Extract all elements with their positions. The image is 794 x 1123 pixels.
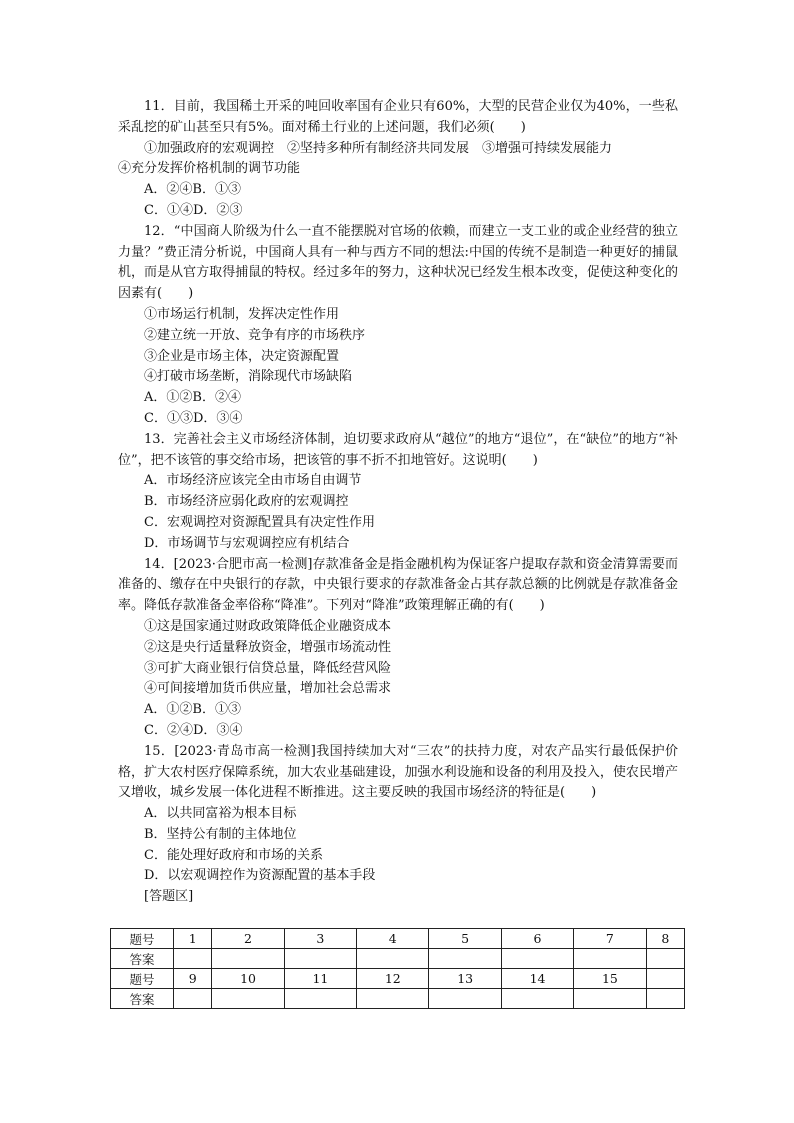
question-number-cell [646,969,684,989]
answer-choice: C．宏观调控对资源配置具有决定性作用 [144,514,375,530]
answer-area-label: [答题区] [144,889,194,905]
answer-cell[interactable] [174,949,212,969]
question-item: ③可扩大商业银行信贷总量，降低经营风险 [144,660,392,676]
table-row [111,989,685,1009]
question-12 [118,222,678,430]
question-stem: 13．完善社会主义市场经济体制，迫切要求政府从“越位”的地方“退位”，在“缺位”的地方“补位”，把不该管的事交给市场，把该管的事不折不扣地管好。这说明( ) [118,431,678,468]
question-number-cell: 15 [574,969,646,989]
question-number-cell: 2 [212,929,284,949]
question-item: ②这是央行适量释放资金，增强市场流动性 [144,639,392,655]
question-item: ④打破市场垄断，消除现代市场缺陷 [144,369,353,385]
answer-choice: B．市场经济应弱化政府的宏观调控 [144,494,349,510]
question-stem: 14．[2023·合肥市高一检测]存款准备金是指金融机构为保证客户提取存款和资金清算需要而准备的、缴存在中央银行的存款，中央银行要求的存款准备金占其存款总额的比例就是存款准备金率。降低存款准备金率俗称“降准”。下列对“降准”政策理解正确的有( ) [118,556,678,614]
answer-cell[interactable] [574,989,646,1009]
answer-table [110,928,685,1009]
question-number-header: 题号 [111,929,174,949]
question-number-cell: 13 [429,969,501,989]
question-item: ①这是国家通过财政政策降低企业融资成本 [144,618,392,634]
question-number-header: 题号 [111,969,174,989]
question-number-cell: 1 [174,929,212,949]
question-11 [118,97,678,222]
answer-choice: A．以共同富裕为根本目标 [144,806,297,822]
answer-choice: A．②④B．①③ [144,182,241,198]
answer-cell[interactable] [212,989,284,1009]
answer-cell[interactable] [212,949,284,969]
question-number-cell: 11 [284,969,356,989]
question-item: ①市场运行机制，发挥决定性作用 [144,306,340,322]
answer-cell[interactable] [646,989,684,1009]
question-number-cell: 9 [174,969,212,989]
answer-choice: B．坚持公有制的主体地位 [144,826,297,842]
answer-cell[interactable] [574,949,646,969]
question-number-cell: 5 [429,929,501,949]
question-item: ③企业是市场主体，决定资源配置 [144,348,340,364]
answer-cell[interactable] [357,989,429,1009]
question-number-cell: 8 [646,929,684,949]
answer-choice: C．①③D．③④ [144,410,243,426]
question-items: ①加强政府的宏观调控 ②坚持多种所有制经济共同发展 ③增强可持续发展能力 [144,140,613,156]
answer-cell[interactable] [284,989,356,1009]
answer-cell[interactable] [429,949,501,969]
table-row [111,969,685,989]
answer-cell[interactable] [501,949,573,969]
answer-choice: D．市场调节与宏观调控应有机结合 [144,535,350,551]
question-stem: 15．[2023·青岛市高一检测]我国持续加大对“三农”的扶持力度，对农产品实行最低保护价格，扩大农村医疗保障系统，加大农业基础建设，加强水利设施和设备的利用及投入，使农民增产又增收，城乡发展一体化进程不断推进。这主要反映的我国市场经济的特征是( ) [118,743,678,801]
question-number-cell: 12 [357,969,429,989]
table-row [111,929,685,949]
question-number-cell: 4 [357,929,429,949]
answer-choice: A．①②B．①③ [144,702,241,718]
question-14 [118,555,678,742]
question-items: ④充分发挥价格机制的调节功能 [118,161,301,177]
question-number-cell: 14 [501,969,573,989]
question-number-cell: 3 [284,929,356,949]
answer-cell[interactable] [501,989,573,1009]
answer-header: 答案 [111,989,174,1009]
answer-choice: C．能处理好政府和市场的关系 [144,847,323,863]
question-13 [118,430,678,555]
question-number-cell: 7 [574,929,646,949]
answer-cell[interactable] [284,949,356,969]
answer-cell[interactable] [357,949,429,969]
question-number-cell: 6 [501,929,573,949]
question-stem: 11．目前，我国稀土开采的吨回收率国有企业只有60%，大型的民营企业仅为40%，一些私采乱挖的矿山甚至只有5%。面对稀土行业的上述问题，我们必须( ) [118,99,678,135]
answer-choice: A．①②B．②④ [144,390,241,406]
answer-cell[interactable] [429,989,501,1009]
question-item: ④可间接增加货币供应量，增加社会总需求 [144,681,392,697]
question-item: ②建立统一开放、竞争有序的市场秩序 [144,327,366,343]
answer-choice: D．以宏观调控作为资源配置的基本手段 [144,868,376,884]
question-15 [118,742,678,888]
answer-choice: C．②④D．③④ [144,722,243,738]
answer-choice: C．①④D．②③ [144,202,243,218]
answer-cell[interactable] [646,949,684,969]
question-number-cell: 10 [212,969,284,989]
question-stem: 12．“中国商人阶级为什么一直不能摆脱对官场的依赖，而建立一支工业的或企业经营的独立力量？”费正清分析说，中国商人具有一种与西方不同的想法:中国的传统不是制造一种更好的捕鼠机，而是从官方取得捕鼠的特权。经过多年的努力，这种状况已经发生根本改变，促使这种变化的因素有( ) [118,223,678,302]
answer-choice: A．市场经济应该完全由市场自由调节 [144,473,362,489]
question-content [118,97,678,908]
answer-header: 答案 [111,949,174,969]
table-row [111,949,685,969]
answer-cell[interactable] [174,989,212,1009]
